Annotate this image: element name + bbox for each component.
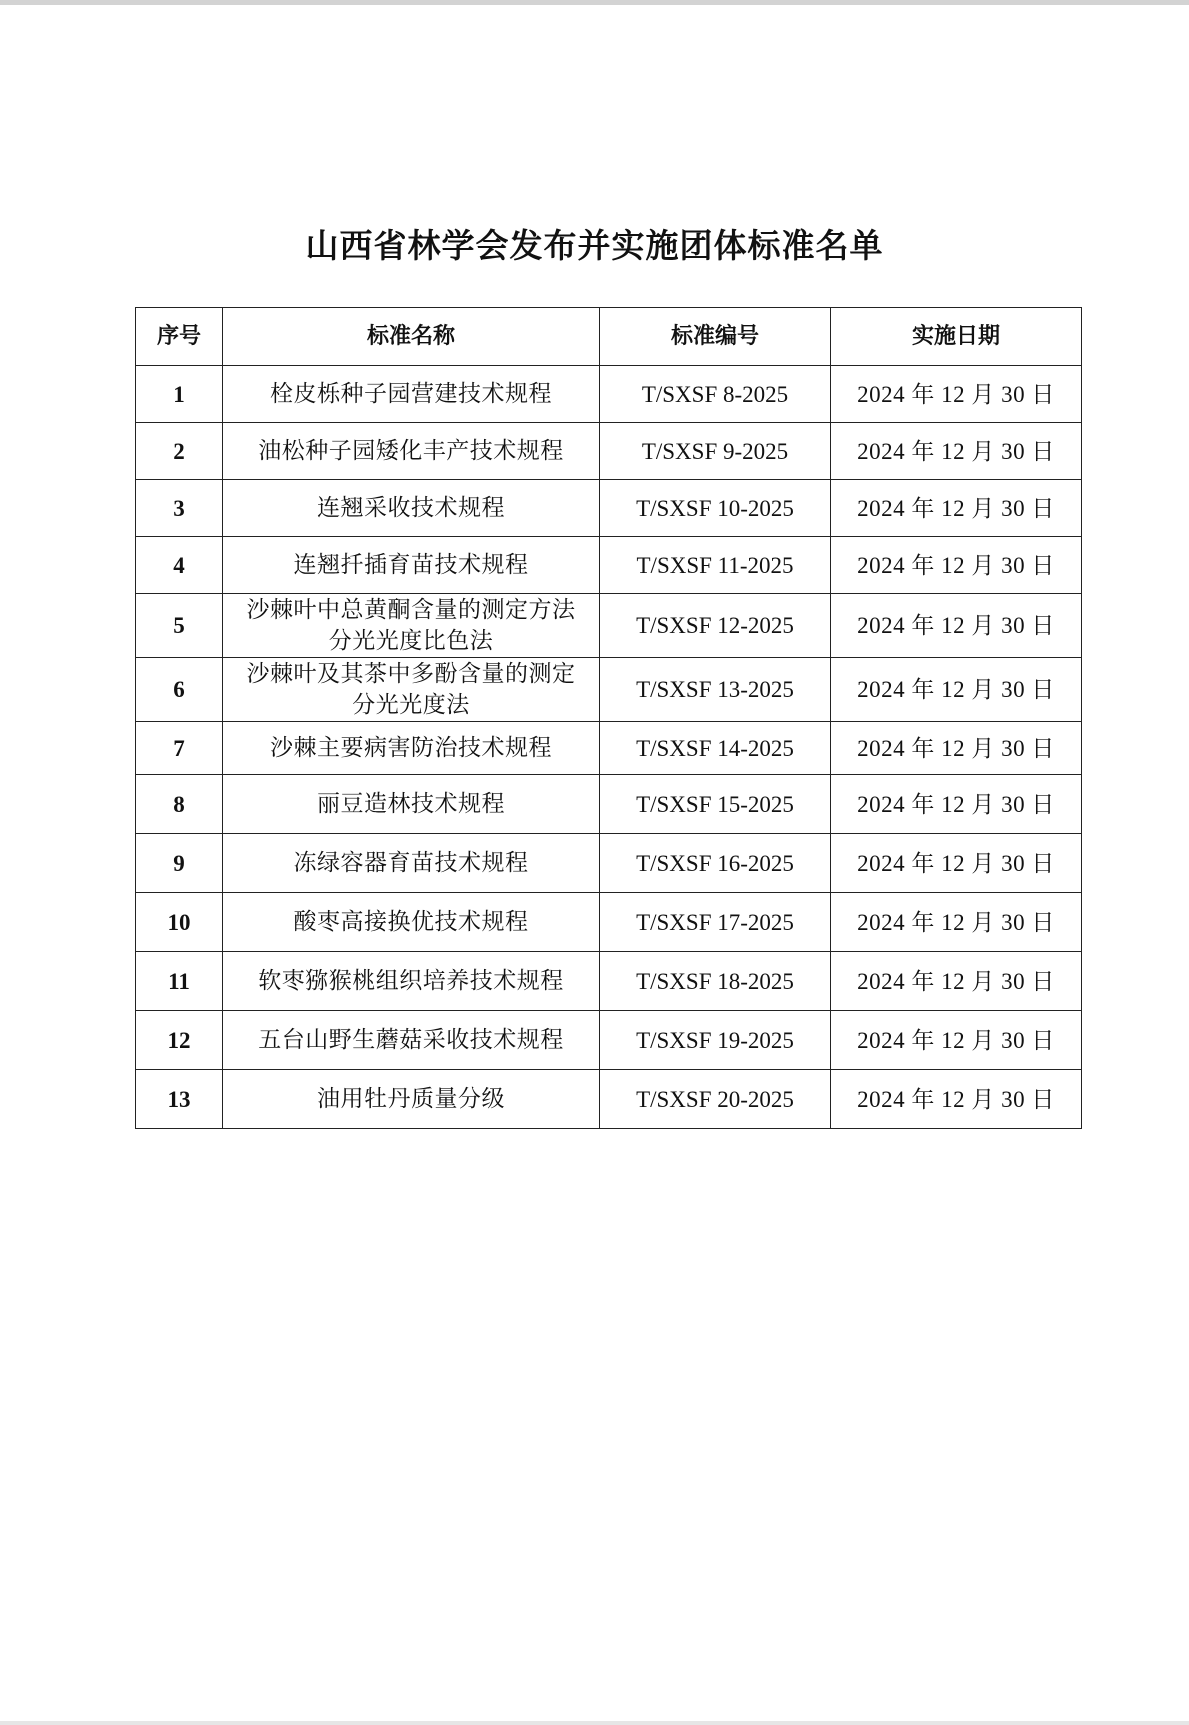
table-row xyxy=(136,537,1082,594)
cell-seq: 4 xyxy=(136,537,223,594)
table-header-row xyxy=(136,308,1082,366)
table-row xyxy=(136,722,1082,775)
table-row xyxy=(136,1070,1082,1129)
cell-seq: 1 xyxy=(136,366,223,423)
cell-date: 2024 年 12 月 30 日 xyxy=(831,1070,1082,1129)
cell-seq: 11 xyxy=(136,952,223,1011)
header-seq: 序号 xyxy=(136,308,223,366)
cell-code: T/SXSF 18-2025 xyxy=(600,952,831,1011)
cell-seq: 6 xyxy=(136,658,223,722)
table-row xyxy=(136,1011,1082,1070)
cell-name: 沙棘主要病害防治技术规程 xyxy=(223,722,600,775)
cell-seq: 13 xyxy=(136,1070,223,1129)
cell-code: T/SXSF 10-2025 xyxy=(600,480,831,537)
top-edge-bar xyxy=(0,0,1189,5)
cell-code: T/SXSF 15-2025 xyxy=(600,775,831,834)
cell-date: 2024 年 12 月 30 日 xyxy=(831,658,1082,722)
cell-date: 2024 年 12 月 30 日 xyxy=(831,537,1082,594)
cell-code: T/SXSF 8-2025 xyxy=(600,366,831,423)
standards-table xyxy=(135,307,1082,1129)
cell-seq: 9 xyxy=(136,834,223,893)
cell-date: 2024 年 12 月 30 日 xyxy=(831,1011,1082,1070)
cell-seq: 7 xyxy=(136,722,223,775)
cell-name: 软枣猕猴桃组织培养技术规程 xyxy=(223,952,600,1011)
cell-name-line1: 沙棘叶中总黄酮含量的测定方法 xyxy=(246,596,576,623)
cell-name: 丽豆造林技术规程 xyxy=(223,775,600,834)
cell-code: T/SXSF 11-2025 xyxy=(600,537,831,594)
cell-code: T/SXSF 20-2025 xyxy=(600,1070,831,1129)
cell-name: 油松种子园矮化丰产技术规程 xyxy=(223,423,600,480)
cell-name: 连翘扦插育苗技术规程 xyxy=(223,537,600,594)
cell-date: 2024 年 12 月 30 日 xyxy=(831,480,1082,537)
header-name: 标准名称 xyxy=(223,308,600,366)
cell-seq: 10 xyxy=(136,893,223,952)
cell-date: 2024 年 12 月 30 日 xyxy=(831,893,1082,952)
cell-date: 2024 年 12 月 30 日 xyxy=(831,775,1082,834)
table-row xyxy=(136,952,1082,1011)
table-row xyxy=(136,423,1082,480)
table-row xyxy=(136,893,1082,952)
cell-date: 2024 年 12 月 30 日 xyxy=(831,594,1082,658)
table-row xyxy=(136,594,1082,658)
cell-seq: 3 xyxy=(136,480,223,537)
cell-code: T/SXSF 17-2025 xyxy=(600,893,831,952)
table-row xyxy=(136,658,1082,722)
cell-code: T/SXSF 12-2025 xyxy=(600,594,831,658)
cell-code: T/SXSF 16-2025 xyxy=(600,834,831,893)
cell-code: T/SXSF 14-2025 xyxy=(600,722,831,775)
header-code: 标准编号 xyxy=(600,308,831,366)
cell-seq: 12 xyxy=(136,1011,223,1070)
cell-date: 2024 年 12 月 30 日 xyxy=(831,952,1082,1011)
cell-seq: 8 xyxy=(136,775,223,834)
cell-name: 栓皮栎种子园营建技术规程 xyxy=(223,366,600,423)
cell-seq: 2 xyxy=(136,423,223,480)
table-row xyxy=(136,775,1082,834)
cell-name: 连翘采收技术规程 xyxy=(223,480,600,537)
cell-date: 2024 年 12 月 30 日 xyxy=(831,722,1082,775)
cell-name xyxy=(223,594,600,658)
bottom-edge-bar xyxy=(0,1721,1189,1725)
cell-name: 酸枣高接换优技术规程 xyxy=(223,893,600,952)
cell-name-line2: 分光光度比色法 xyxy=(328,627,494,654)
cell-seq: 5 xyxy=(136,594,223,658)
cell-name xyxy=(223,658,600,722)
cell-date: 2024 年 12 月 30 日 xyxy=(831,366,1082,423)
table-row xyxy=(136,834,1082,893)
table-row xyxy=(136,366,1082,423)
cell-name-line1: 沙棘叶及其茶中多酚含量的测定 xyxy=(246,660,576,687)
cell-date: 2024 年 12 月 30 日 xyxy=(831,423,1082,480)
cell-code: T/SXSF 9-2025 xyxy=(600,423,831,480)
cell-name: 五台山野生蘑菇采收技术规程 xyxy=(223,1011,600,1070)
cell-code: T/SXSF 13-2025 xyxy=(600,658,831,722)
cell-name: 冻绿容器育苗技术规程 xyxy=(223,834,600,893)
table-row xyxy=(136,480,1082,537)
document-title: 山西省林学会发布并实施团体标准名单 xyxy=(305,226,884,265)
cell-date: 2024 年 12 月 30 日 xyxy=(831,834,1082,893)
cell-name-line2: 分光光度法 xyxy=(352,691,470,718)
cell-name: 油用牡丹质量分级 xyxy=(223,1070,600,1129)
cell-code: T/SXSF 19-2025 xyxy=(600,1011,831,1070)
header-date: 实施日期 xyxy=(831,308,1082,366)
